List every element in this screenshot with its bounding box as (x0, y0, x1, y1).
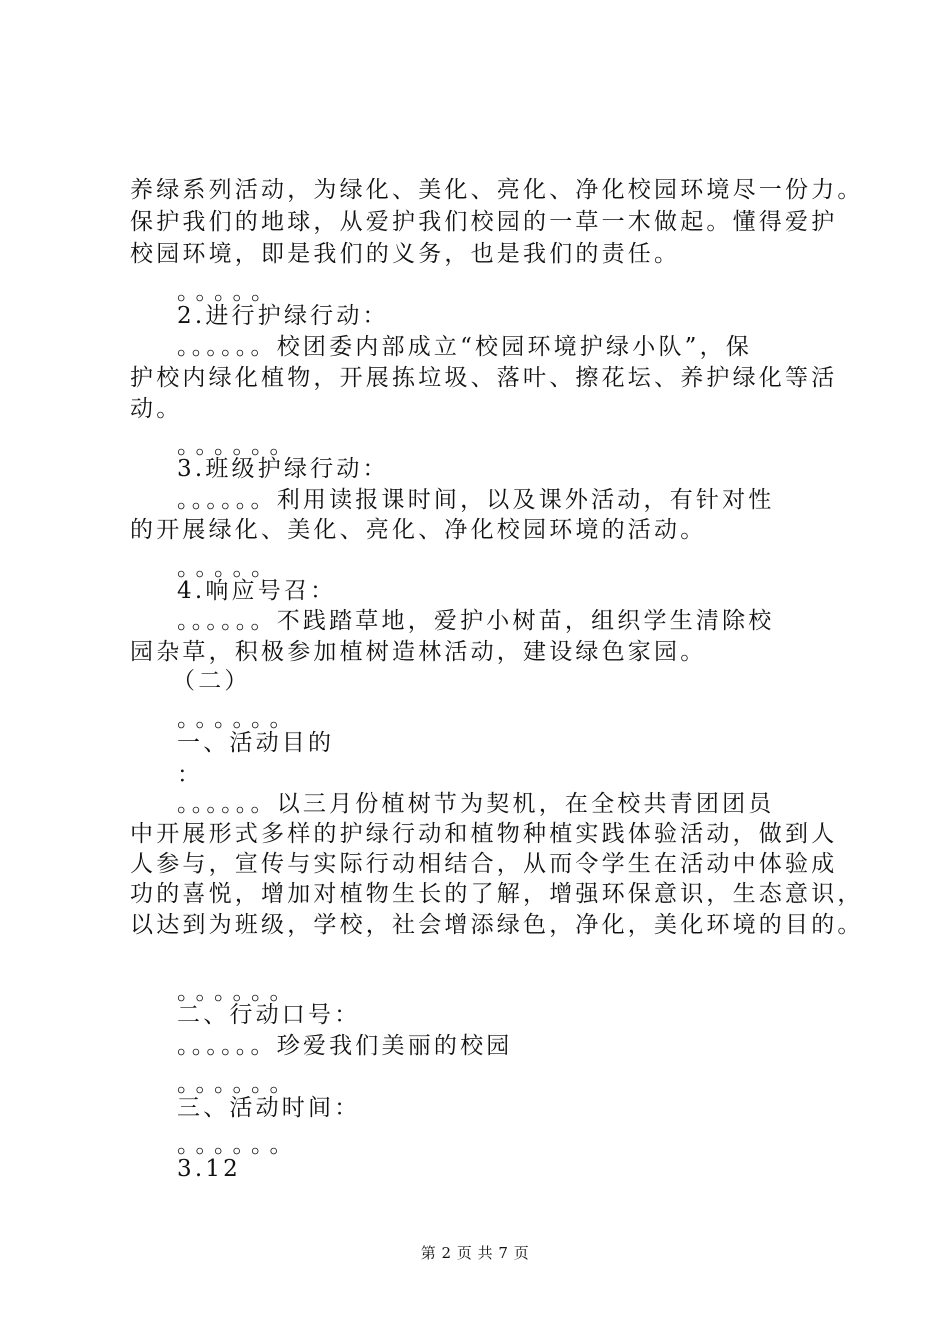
section-heading: 二、行动口号： (177, 1002, 361, 1028)
section-heading: 3.班级护绿行动： (177, 456, 389, 482)
ellipsis-line: 。。。。。。 (177, 1071, 300, 1097)
ellipsis-line: 。。。。。 (177, 279, 281, 305)
slogan-line: 。。。。。。珍爱我们美丽的校园 (177, 1033, 513, 1059)
page-footer: 第 2 页 共 7 页 (420, 1244, 530, 1262)
body-line: 人参与，宣传与实际行动相结合，从而令学生在活动中体验成 (130, 851, 838, 877)
body-line: 以达到为班级，学校，社会增添绿色，净化，美化环境的目的。 (130, 912, 864, 938)
body-line: 校园环境，即是我们的义务，也是我们的责任。 (130, 241, 681, 267)
body-line: 动。 (130, 396, 183, 422)
body-line: 功的喜悦，增加对植物生长的了解，增强环保意识，生态意识， (130, 881, 864, 907)
body-line: 护校内绿化植物，开展拣垃圾、落叶、擦花坛、养护绿化等活 (130, 365, 838, 391)
body-line: 中开展形式多样的护绿行动和植物种植实践体验活动，做到人 (130, 821, 838, 847)
date-line: 3.12 (177, 1156, 242, 1182)
ellipsis-line: 。。。。。。 (177, 979, 300, 1005)
ellipsis-line: 。。。。。。 (177, 433, 300, 459)
subsection-heading: （二） (172, 668, 251, 694)
body-line: 养绿系列活动，为绿化、美化、亮化、净化校园环境尽一份力。 (130, 177, 864, 203)
body-line: 保护我们的地球，从爱护我们校园的一草一木做起。懂得爱护 (130, 209, 838, 235)
ellipsis-line: 。。。。。。 (177, 1132, 300, 1158)
section-heading: 一、活动目的 (177, 730, 335, 756)
section-heading: 2.进行护绿行动： (177, 303, 389, 329)
section-heading: 三、活动时间： (177, 1095, 361, 1121)
body-line: 园杂草，积极参加植树造林活动，建设绿色家园。 (130, 639, 707, 665)
ellipsis-line: 。。。。。 (177, 555, 281, 581)
body-line: 。。。。。。校团委内部成立“校园环境护绿小队”，保 (177, 334, 753, 360)
body-line: 。。。。。。利用读报课时间，以及课外活动，有针对性 (177, 487, 775, 513)
body-line: 。。。。。。以三月份植树节为契机，在全校共青团团员 (177, 791, 775, 817)
body-line: ： (177, 762, 204, 788)
section-heading: 4.响应号召： (177, 578, 337, 604)
body-line: 的开展绿化、美化、亮化、净化校园环境的活动。 (130, 517, 707, 543)
ellipsis-line: 。。。。。。 (177, 706, 300, 732)
body-line: 。。。。。。不践踏草地，爱护小树苗，组织学生清除校 (177, 608, 775, 634)
